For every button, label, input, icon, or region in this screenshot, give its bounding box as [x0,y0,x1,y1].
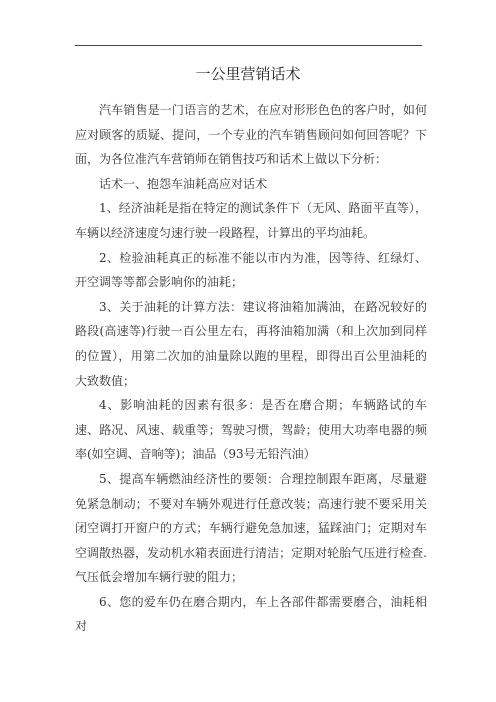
list-item-2: 2、检验油耗真正的标准不能以市内为准，因等待、红绿灯、开空调等等都会影响你的油耗； [75,250,427,290]
list-item-1: 1、经济油耗是指在特定的测试条件下（无风、路面平直等），车辆以经济速度匀速行驶一段路程，计算出的平均油耗。 [75,201,427,240]
document-body [75,98,427,639]
list-item-6: 6、您的爱车仍在磨合期内，车上各部件都需要磨合，油耗相对 [75,594,427,634]
intro-paragraph: 汽车销售是一门语言的艺术，在应对形形色色的客户时，如何应对顾客的质疑、提问，一个专业的汽车销售顾问如何回答呢？下面，为各位准汽车营销师在销售技巧和话术上做以下分析： [75,103,427,167]
list-item-3: 3、关于油耗的计算方法：建议将油箱加满油，在路况较好的路段(高速等)行驶一百公里左右，再将油箱加满（和上次加到同样的位置），用第二次加的油量除以跑的里程，即得出百公里油耗的大致数值； [75,299,427,388]
list-item-4: 4、影响油耗的因素有很多：是否在磨合期；车辆路试的车速、路况、风速、载重等；驾驶习惯，驾龄；使用大功率电器的频率(如空调、音响等)；油品（93号无铅汽油） [75,398,427,462]
list-item-5: 5、提高车辆燃油经济性的要领：合理控制跟车距离，尽量避免紧急制动；不要对车辆外观进行任意改装；高速行驶不要采用关闭空调打开窗户的方式；车辆行避免急加速，猛踩油门；定期对车空调散热器，发动机水箱表面进行清洁；定期对轮胎气压进行检查.气压低会增加车辆行驶的阻力； [75,471,427,585]
section-heading: 话术一、抱怨车油耗高应对话术 [99,176,268,191]
document-title: 一公里营销话术 [195,65,301,83]
header-rule [75,45,422,46]
